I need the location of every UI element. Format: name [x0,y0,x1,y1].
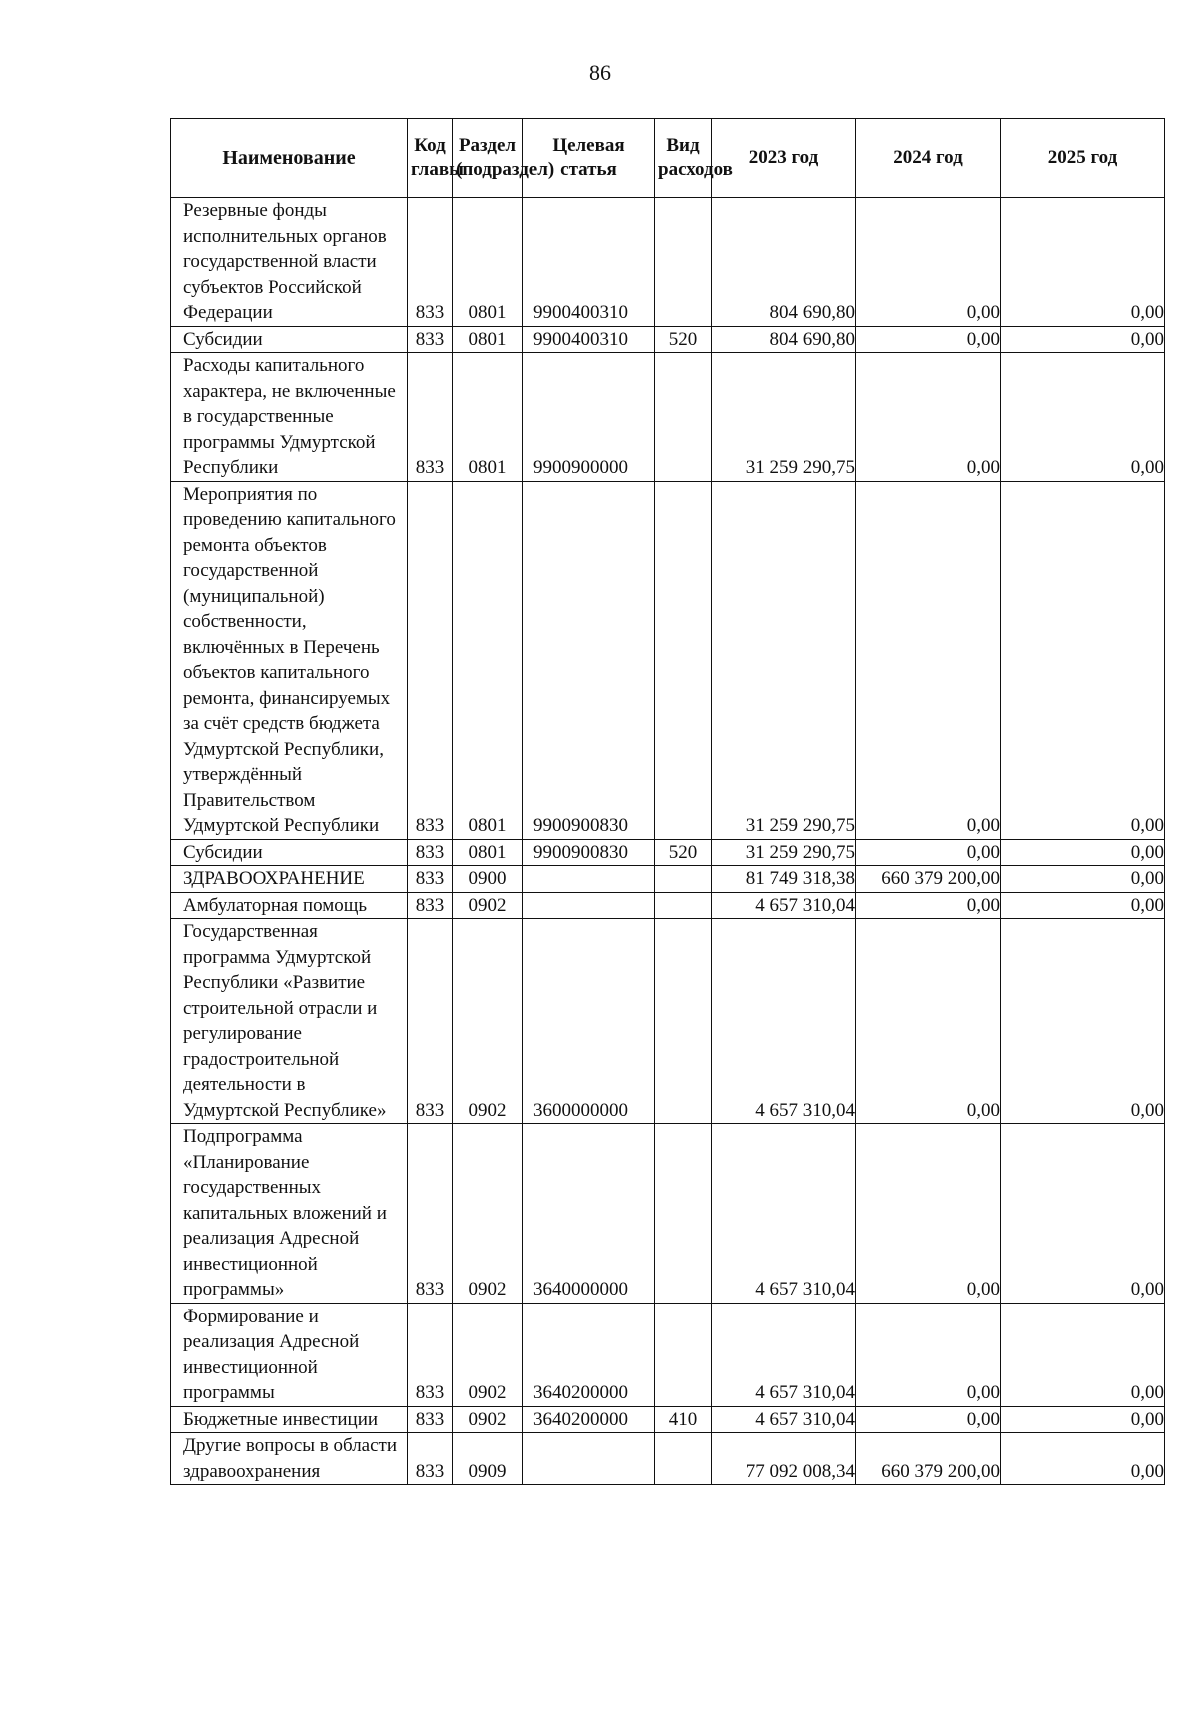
table-row [171,1433,1165,1485]
row-section: 0902 [453,919,523,1124]
row-amount-2023: 4 657 310,04 [712,1406,856,1433]
row-expense-kind [655,1303,712,1406]
row-target-article: 3640200000 [523,1303,655,1406]
row-amount-2025: 0,00 [1001,892,1165,919]
table-row [171,1124,1165,1304]
row-name: Мероприятия по проведению капитального ремонта объектов государственной (муниципальной) собственности, включённых в Перечень объектов капитального ремонта, финансируемых за счёт средств бюджета Удмуртской Республики, утверждённый Правительством Удмуртской Республики [171,481,408,839]
row-amount-2024: 0,00 [856,326,1001,353]
header-year-2025: 2025 год [1001,119,1165,198]
row-section: 0801 [453,326,523,353]
row-chapter-code: 833 [408,839,453,866]
row-name: Резервные фонды исполнительных органов государственной власти субъектов Российской Федерации [171,198,408,327]
row-amount-2025: 0,00 [1001,839,1165,866]
row-amount-2024: 660 379 200,00 [856,866,1001,893]
row-expense-kind [655,919,712,1124]
row-amount-2023: 4 657 310,04 [712,892,856,919]
row-name: ЗДРАВООХРАНЕНИЕ [171,866,408,893]
row-section: 0801 [453,353,523,482]
row-chapter-code: 833 [408,481,453,839]
row-target-article: 3640200000 [523,1406,655,1433]
row-name: Субсидии [171,326,408,353]
row-name: Субсидии [171,839,408,866]
header-chapter-code: Код главы [408,119,453,198]
row-name: Государственная программа Удмуртской Республики «Развитие строительной отрасли и регулирование градостроительной деятельности в Удмуртской Республике» [171,919,408,1124]
table-row [171,326,1165,353]
row-chapter-code: 833 [408,1406,453,1433]
row-amount-2023: 31 259 290,75 [712,353,856,482]
row-target-article: 9900900830 [523,481,655,839]
row-target-article: 9900900830 [523,839,655,866]
row-amount-2025: 0,00 [1001,919,1165,1124]
row-amount-2023: 4 657 310,04 [712,1303,856,1406]
table-row [171,353,1165,482]
row-amount-2023: 31 259 290,75 [712,481,856,839]
header-name: Наименование [171,119,408,198]
row-name: Расходы капитального характера, не включенные в государственные программы Удмуртской Республики [171,353,408,482]
row-section: 0902 [453,1406,523,1433]
row-chapter-code: 833 [408,892,453,919]
row-chapter-code: 833 [408,198,453,327]
row-expense-kind [655,1433,712,1485]
row-target-article [523,892,655,919]
row-target-article: 9900400310 [523,326,655,353]
row-name: Формирование и реализация Адресной инвестиционной программы [171,1303,408,1406]
header-year-2023: 2023 год [712,119,856,198]
row-expense-kind: 520 [655,326,712,353]
row-amount-2025: 0,00 [1001,1303,1165,1406]
row-chapter-code: 833 [408,866,453,893]
row-target-article: 9900900000 [523,353,655,482]
row-section: 0909 [453,1433,523,1485]
row-target-article: 3640000000 [523,1124,655,1304]
row-amount-2024: 660 379 200,00 [856,1433,1001,1485]
table-row [171,198,1165,327]
table-row [171,481,1165,839]
row-amount-2024: 0,00 [856,1303,1001,1406]
table-row [171,866,1165,893]
row-expense-kind [655,1124,712,1304]
row-amount-2023: 4 657 310,04 [712,1124,856,1304]
row-amount-2024: 0,00 [856,839,1001,866]
row-amount-2025: 0,00 [1001,353,1165,482]
row-section: 0801 [453,481,523,839]
header-target-article: Целевая статья [523,119,655,198]
row-chapter-code: 833 [408,326,453,353]
row-amount-2023: 804 690,80 [712,198,856,327]
row-name: Бюджетные инвестиции [171,1406,408,1433]
row-chapter-code: 833 [408,353,453,482]
row-amount-2024: 0,00 [856,892,1001,919]
row-expense-kind [655,892,712,919]
header-year-2024: 2024 год [856,119,1001,198]
row-section: 0902 [453,1303,523,1406]
row-target-article [523,866,655,893]
row-amount-2025: 0,00 [1001,481,1165,839]
row-amount-2025: 0,00 [1001,1406,1165,1433]
table-row [171,1406,1165,1433]
row-amount-2025: 0,00 [1001,326,1165,353]
row-section: 0801 [453,198,523,327]
row-amount-2025: 0,00 [1001,198,1165,327]
page-number: 86 [589,60,611,85]
row-amount-2024: 0,00 [856,481,1001,839]
row-expense-kind [655,353,712,482]
row-expense-kind: 520 [655,839,712,866]
budget-table [170,118,1165,1485]
row-amount-2023: 804 690,80 [712,326,856,353]
row-name: Подпрограмма «Планирование государственных капитальных вложений и реализация Адресной инвестиционной программы» [171,1124,408,1304]
row-amount-2024: 0,00 [856,919,1001,1124]
row-amount-2025: 0,00 [1001,866,1165,893]
row-amount-2023: 77 092 008,34 [712,1433,856,1485]
row-target-article: 3600000000 [523,919,655,1124]
row-expense-kind: 410 [655,1406,712,1433]
row-name: Другие вопросы в области здравоохранения [171,1433,408,1485]
row-name: Амбулаторная помощь [171,892,408,919]
table-header-row [171,119,1165,198]
row-section: 0801 [453,839,523,866]
header-expense-kind: Вид расходов [655,119,712,198]
row-section: 0902 [453,892,523,919]
row-target-article: 9900400310 [523,198,655,327]
header-section: Раздел (подраздел) [453,119,523,198]
row-amount-2025: 0,00 [1001,1124,1165,1304]
row-chapter-code: 833 [408,1433,453,1485]
row-expense-kind [655,866,712,893]
row-section: 0900 [453,866,523,893]
row-amount-2023: 81 749 318,38 [712,866,856,893]
row-target-article [523,1433,655,1485]
table-row [171,839,1165,866]
row-expense-kind [655,198,712,327]
table-row [171,919,1165,1124]
row-amount-2024: 0,00 [856,353,1001,482]
row-section: 0902 [453,1124,523,1304]
row-amount-2023: 4 657 310,04 [712,919,856,1124]
row-expense-kind [655,481,712,839]
row-amount-2024: 0,00 [856,1406,1001,1433]
row-chapter-code: 833 [408,919,453,1124]
row-chapter-code: 833 [408,1303,453,1406]
row-amount-2024: 0,00 [856,1124,1001,1304]
row-amount-2023: 31 259 290,75 [712,839,856,866]
row-amount-2025: 0,00 [1001,1433,1165,1485]
row-chapter-code: 833 [408,1124,453,1304]
table-row [171,892,1165,919]
table-row [171,1303,1165,1406]
row-amount-2024: 0,00 [856,198,1001,327]
